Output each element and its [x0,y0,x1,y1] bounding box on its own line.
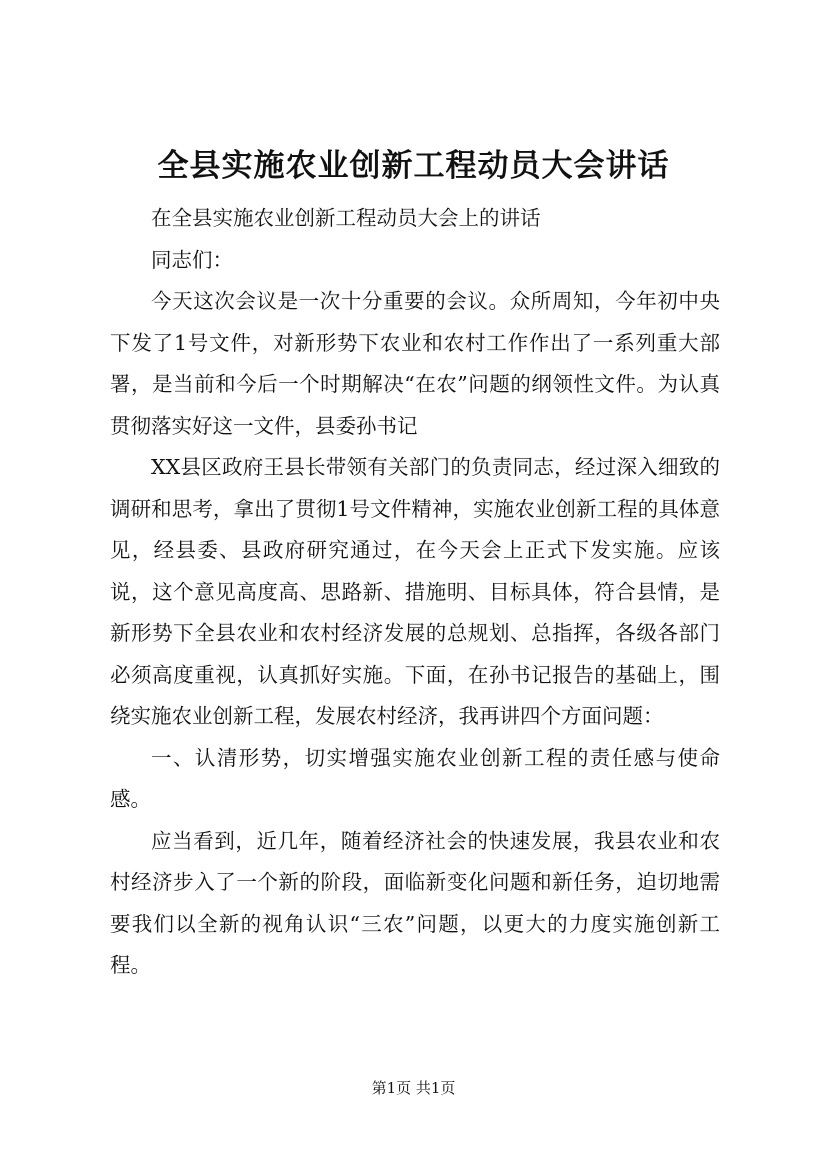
body-paragraph: 今天这次会议是一次十分重要的会议。众所周知，今年初中央下发了1号文件，对新形势下农业和农村工作作出了一系列重大部署，是当前和今后一个时期解决“在农”问题的纲领性文件。为认真贯彻落实好这一文件，县委孙书记 [110,289,720,438]
subtitle-paragraph: 在全县实施农业创新工程动员大会上的讲话 [151,206,541,230]
body-paragraph: 应当看到，近几年，随着经济社会的快速发展，我县农业和农村经济步入了一个新的阶段，面临新变化问题和新任务，迫切地需要我们以全新的视角认识“三农”问题，以更大的力度实施创新工程。 [110,828,720,977]
section-heading: 一、认清形势，切实增强实施农业创新工程的责任感与使命感。 [110,745,720,811]
document-title: 全县实施农业创新工程动员大会讲话 [157,148,670,184]
document-body [110,198,720,987]
salutation-paragraph: 同志们： [151,247,233,272]
page-footer: 第1页 共1页 [371,1079,456,1097]
body-paragraph: XX县区政府王县长带领有关部门的负责同志，经过深入细致的调研和思考，拿出了贯彻1号文件精神，实施农业创新工程的具体意见，经县委、县政府研究通过，在今天会上正式下发实施。应该说，这个意见高度高、思路新、措施明、目标具体，符合县情，是新形势下全县农业和农村经济发展的总规划、总指挥，各级各部门必须高度重视，认真抓好实施。下面，在孙书记报告的基础上，围绕实施农业创新工程，发展农村经济，我再讲四个方面问题： [110,455,720,728]
